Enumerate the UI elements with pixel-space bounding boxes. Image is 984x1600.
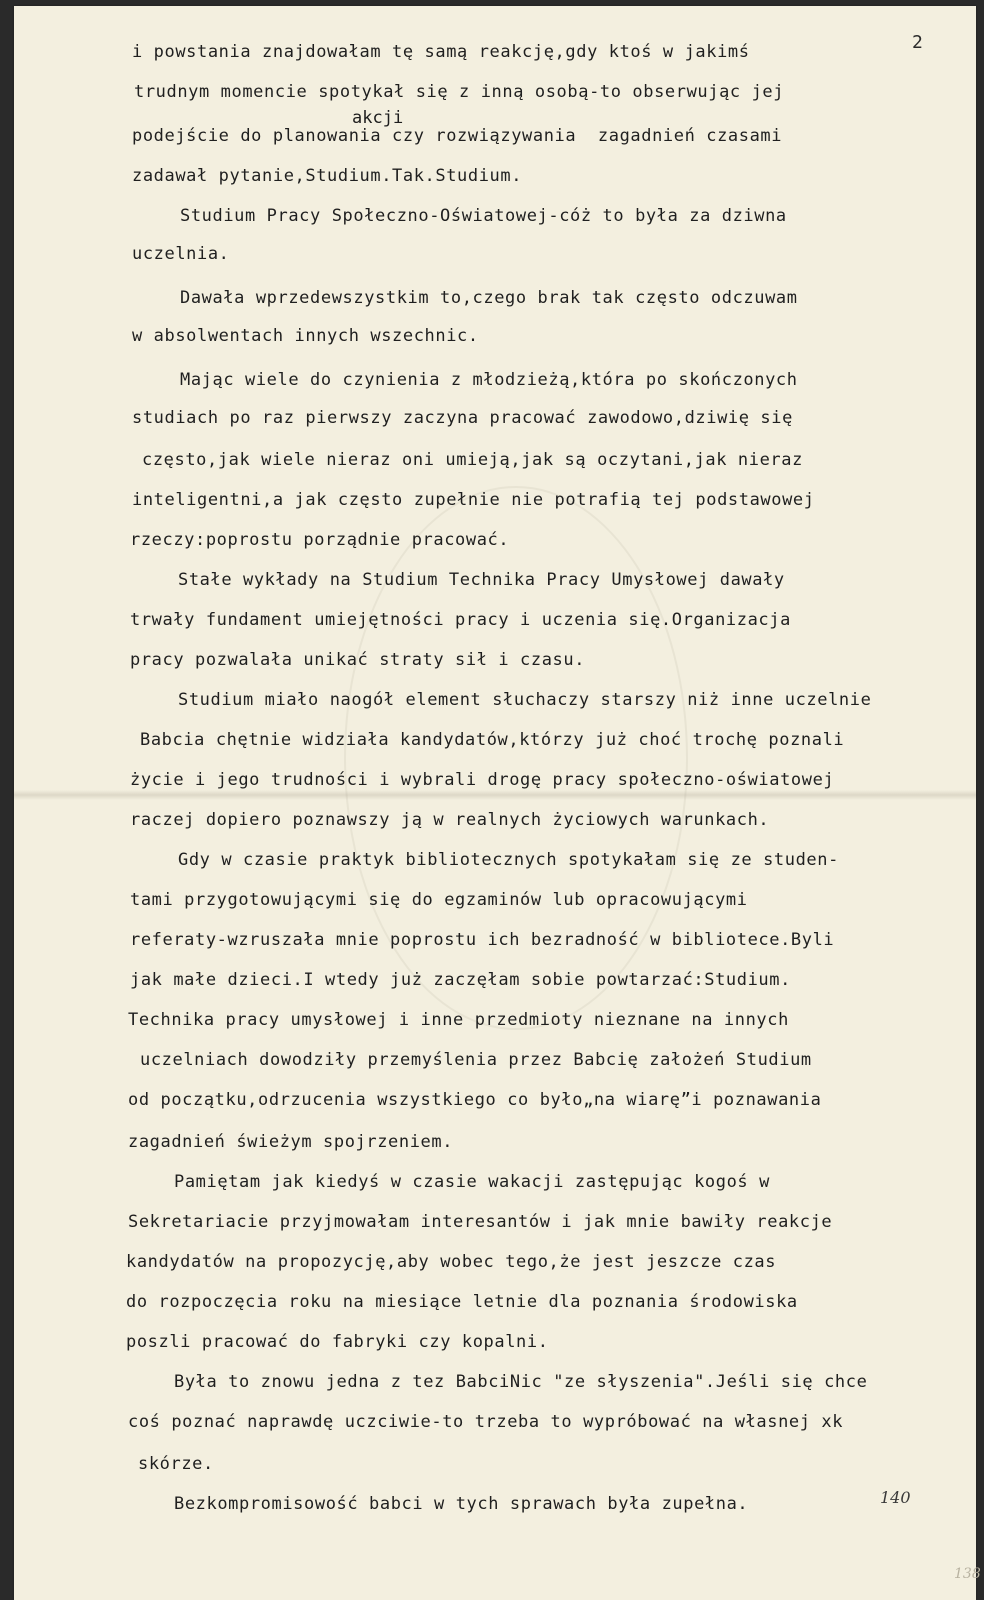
- text-line: często,jak wiele nieraz oni umieją,jak są oczytani,jak nieraz: [142, 450, 803, 470]
- text-line: od początku,odrzucenia wszystkiego co było„na wiarę”i poznawania: [128, 1090, 822, 1110]
- text-line: skórze.: [138, 1454, 214, 1474]
- text-line: uczelniach dowodziły przemyślenia przez Babcię założeń Studium: [140, 1050, 812, 1070]
- text-line: poszli pracować do fabryki czy kopalni.: [126, 1332, 549, 1352]
- text-line: i powstania znajdowałam tę samą reakcję,gdy ktoś w jakimś: [132, 42, 750, 62]
- text-line: Babcia chętnie widziała kandydatów,którzy już choć trochę poznali: [140, 730, 845, 750]
- text-line: trwały fundament umiejętności pracy i uczenia się.Organizacja: [130, 610, 791, 630]
- text-line: Gdy w czasie praktyk bibliotecznych spotykałam się ze studen-: [178, 850, 839, 870]
- text-line: coś poznać naprawdę uczciwie-to trzeba to wypróbować na własnej xk: [128, 1412, 844, 1432]
- text-line: Technika pracy umysłowej i inne przedmioty nieznane na innych: [128, 1010, 789, 1030]
- text-line: jak małe dzieci.I wtedy już zaczęłam sobie powtarzać:Studium.: [130, 970, 791, 990]
- text-line: Studium miało naogół element słuchaczy starszy niż inne uczelnie: [178, 690, 872, 710]
- text-line: Mając wiele do czynienia z młodzieżą,która po skończonych: [180, 370, 798, 390]
- text-line: Sekretariacie przyjmowałam interesantów i jak mnie bawiły reakcje: [128, 1212, 833, 1232]
- text-line: zadawał pytanie,Studium.Tak.Studium.: [132, 166, 523, 186]
- text-line: pracy pozwalała unikać straty sił i czasu.: [130, 650, 586, 670]
- text-line: Pamiętam jak kiedyś w czasie wakacji zastępując kogoś w: [174, 1172, 770, 1192]
- text-line: studiach po raz pierwszy zaczyna pracować zawodowo,dziwię się: [132, 408, 793, 428]
- text-line: podejście do planowania czy rozwiązywania zagadnień czasami: [132, 126, 783, 146]
- text-line: inteligentni,a jak często zupełnie nie potrafią tej podstawowej: [132, 490, 815, 510]
- text-line: Stałe wykłady na Studium Technika Pracy Umysłowej dawały: [178, 570, 785, 590]
- text-line: Bezkompromisowość babci w tych sprawach była zupełna.: [174, 1494, 749, 1514]
- text-line: do rozpoczęcia roku na miesiące letnie dla poznania środowiska: [126, 1292, 798, 1312]
- text-line: Dawała wprzedewszystkim to,czego brak tak często odczuwam: [180, 288, 798, 308]
- text-line: uczelnia.: [132, 244, 230, 264]
- text-line: zagadnień świeżym spojrzeniem.: [128, 1132, 454, 1152]
- text-line: tami przygotowującymi się do egzaminów lub opracowującymi: [130, 890, 748, 910]
- text-line: Studium Pracy Społeczno-Oświatowej-cóż to była za dziwna: [180, 206, 787, 226]
- text-line: raczej dopiero poznawszy ją w realnych życiowych warunkach.: [130, 810, 770, 830]
- handwritten-page-note: 140: [880, 1488, 911, 1507]
- text-line: życie i jego trudności i wybrali drogę pracy społeczno-oświatowej: [130, 770, 835, 790]
- text-line: rzeczy:poprostu porządnie pracować.: [130, 530, 510, 550]
- text-line: w absolwentach innych wszechnic.: [132, 326, 479, 346]
- text-line: trudnym momencie spotykał się z inną osobą-to obserwując jej: [134, 82, 785, 102]
- interlinear-insert: akcji: [352, 108, 404, 128]
- text-line: Była to znowu jedna z tez BabciNic "ze słyszenia".Jeśli się chce: [174, 1372, 868, 1392]
- text-line: referaty-wzruszała mnie poprostu ich bezradność w bibliotece.Byli: [130, 930, 835, 950]
- faint-edge-note: 138: [954, 1566, 981, 1582]
- page-number: 2: [912, 32, 923, 53]
- text-line: kandydatów na propozycję,aby wobec tego,że jest jeszcze czas: [126, 1252, 777, 1272]
- document-page: [14, 6, 981, 1600]
